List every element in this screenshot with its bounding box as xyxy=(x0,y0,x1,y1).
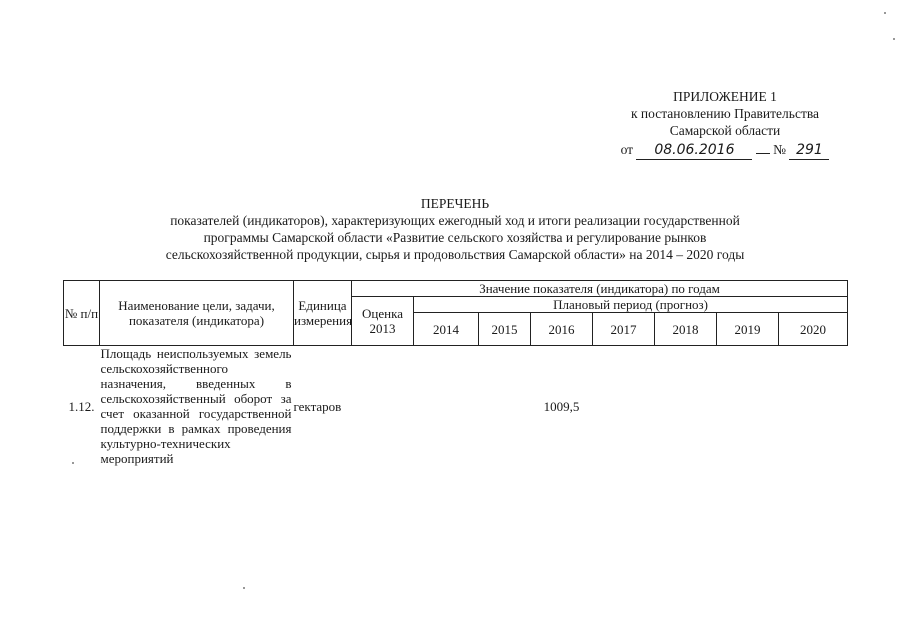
appendix-line-resolution: к постановлению Правительства xyxy=(630,106,820,121)
header-year-2016: 2016 xyxy=(531,313,593,346)
row-value-2020 xyxy=(779,346,848,467)
row-value-2017 xyxy=(593,346,655,467)
header-year-2020: 2020 xyxy=(779,313,848,346)
header-value-group: Значение показателя (индикатора) по годам xyxy=(352,281,848,297)
header-year-2015: 2015 xyxy=(479,313,531,346)
row-value-2016: 1009,5 xyxy=(543,398,580,414)
scan-speck xyxy=(72,462,74,464)
header-year-2018: 2018 xyxy=(655,313,717,346)
row-value-2019 xyxy=(717,346,779,467)
document-subtitle-line-1: показателей (индикаторов), характеризующих ежегодный ход и итоги реализации государственной xyxy=(170,213,740,228)
header-estimate-2013: Оценка 2013 xyxy=(352,297,414,346)
row-unit: гектаров xyxy=(293,398,342,414)
row-value-2018 xyxy=(655,346,717,467)
indicator-table xyxy=(63,280,848,466)
header-num: № п/п xyxy=(64,281,100,346)
row-value-2015 xyxy=(479,346,531,467)
date-underline-gap xyxy=(756,153,770,154)
appendix-date-line xyxy=(560,141,890,160)
scan-speck xyxy=(893,38,895,40)
row-name: Площадь неиспользуемых земель сельскохозяйственного назначения, введенных в сельскохозяйственный оборот за счет оказанной государственной поддержки в рамках проведения культурно-технических мероприятий xyxy=(100,346,292,466)
header-year-2017: 2017 xyxy=(593,313,655,346)
document-subtitle-line-3: сельскохозяйственной продукции, сырья и продовольствия Самарской области» на 2014 – 2020 годы xyxy=(165,247,745,262)
table-row xyxy=(64,346,848,467)
row-num: 1.12. xyxy=(68,398,95,414)
scan-speck xyxy=(884,12,886,14)
number-label: № xyxy=(773,142,787,157)
document-title: ПЕРЕЧЕНЬ xyxy=(420,196,490,211)
appendix-line-region: Самарской области xyxy=(669,123,781,138)
header-unit: Единица измерения xyxy=(294,281,352,346)
scan-speck xyxy=(243,587,245,589)
row-value-2014 xyxy=(414,346,479,467)
document-subtitle-line-2: программы Самарской области «Развитие сельского хозяйства и регулирование рынков xyxy=(203,230,707,245)
header-year-2014: 2014 xyxy=(414,313,479,346)
header-name: Наименование цели, задачи, показателя (индикатора) xyxy=(100,281,294,346)
from-label: от xyxy=(620,142,634,157)
appendix-header xyxy=(560,88,890,160)
handwritten-date: 08.06.2016 xyxy=(636,142,752,160)
header-year-2019: 2019 xyxy=(717,313,779,346)
handwritten-number: 291 xyxy=(789,142,829,160)
appendix-title: ПРИЛОЖЕНИЕ 1 xyxy=(673,89,777,104)
row-value-2013 xyxy=(352,346,414,467)
document-title-block xyxy=(60,195,850,263)
header-plan-group: Плановый период (прогноз) xyxy=(414,297,848,313)
